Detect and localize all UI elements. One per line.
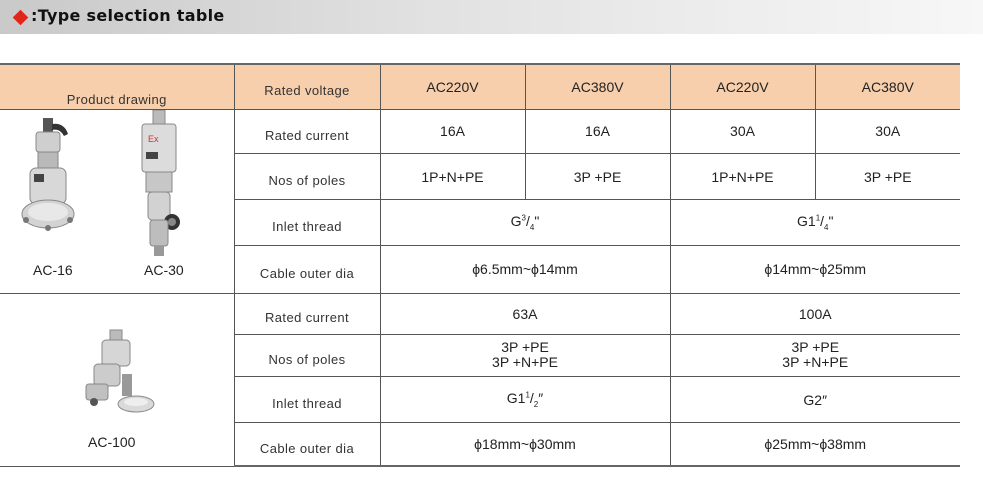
cable-dia-cell: ϕ6.5mm~ϕ14mm [380,245,670,293]
thread-cell-left: $G^3/_4$" [380,199,670,245]
cable-dia-label: Cable outer dia [234,423,380,466]
section-title: :Type selection table [31,6,225,25]
poles-cell: 3P +PE [815,154,960,200]
thread-cell-left: $G1^1/_2''$ [380,376,670,422]
voltage-cell: AC220V [670,64,815,109]
cable-dia-cell: ϕ25mm~ϕ38mm [670,423,960,466]
cable-dia-cell: ϕ18mm~ϕ30mm [380,423,670,466]
svg-text:Ex: Ex [148,133,159,144]
diamond-bullet-icon [13,10,29,26]
poles-label: Nos of poles [234,334,380,376]
current-cell: 30A [815,109,960,154]
rated-current-label: Rated current [234,293,380,334]
current-cell: 16A [380,109,525,154]
ac30-plug-image [130,110,190,260]
thread-cell-right: $G1^1/_4$" [670,199,960,245]
group1-current-row [0,109,960,154]
group1-product-cell [0,109,234,293]
current-cell: 30A [670,109,815,154]
voltage-cell: AC380V [525,64,670,109]
current-cell: 100A [670,293,960,334]
model-label-ac30: AC-30 [144,261,184,278]
section-header [0,0,983,34]
poles-cell: 3P +PE [525,154,670,200]
voltage-row [0,64,960,109]
product-drawing-header: Product drawing [0,64,234,109]
inlet-thread-label: Inlet thread [234,199,380,245]
poles-cell-left: 3P +PE 3P +N+PE [380,334,670,376]
ac16-plug-image [18,116,78,246]
cable-dia-label: Cable outer dia [234,245,380,293]
group2-current-row [0,293,960,334]
inlet-thread-label: Inlet thread [234,376,380,422]
ac100-plug-image [80,328,160,418]
cable-dia-cell: ϕ14mm~ϕ25mm [670,245,960,293]
voltage-cell: AC220V [380,64,525,109]
poles-cell: 1P+N+PE [670,154,815,200]
poles-cell-right: 3P +PE 3P +N+PE [670,334,960,376]
group2-product-cell [0,293,234,466]
type-selection-table [0,63,960,467]
poles-cell: 1P+N+PE [380,154,525,200]
voltage-cell: AC380V [815,64,960,109]
thread-cell-right: G2″ [670,376,960,422]
current-cell: 16A [525,109,670,154]
model-label-ac100: AC-100 [88,433,136,450]
current-cell: 63A [380,293,670,334]
model-label-ac16: AC-16 [33,261,73,278]
rated-current-label: Rated current [234,109,380,154]
poles-label: Nos of poles [234,154,380,200]
rated-voltage-label: Rated voltage [234,64,380,109]
